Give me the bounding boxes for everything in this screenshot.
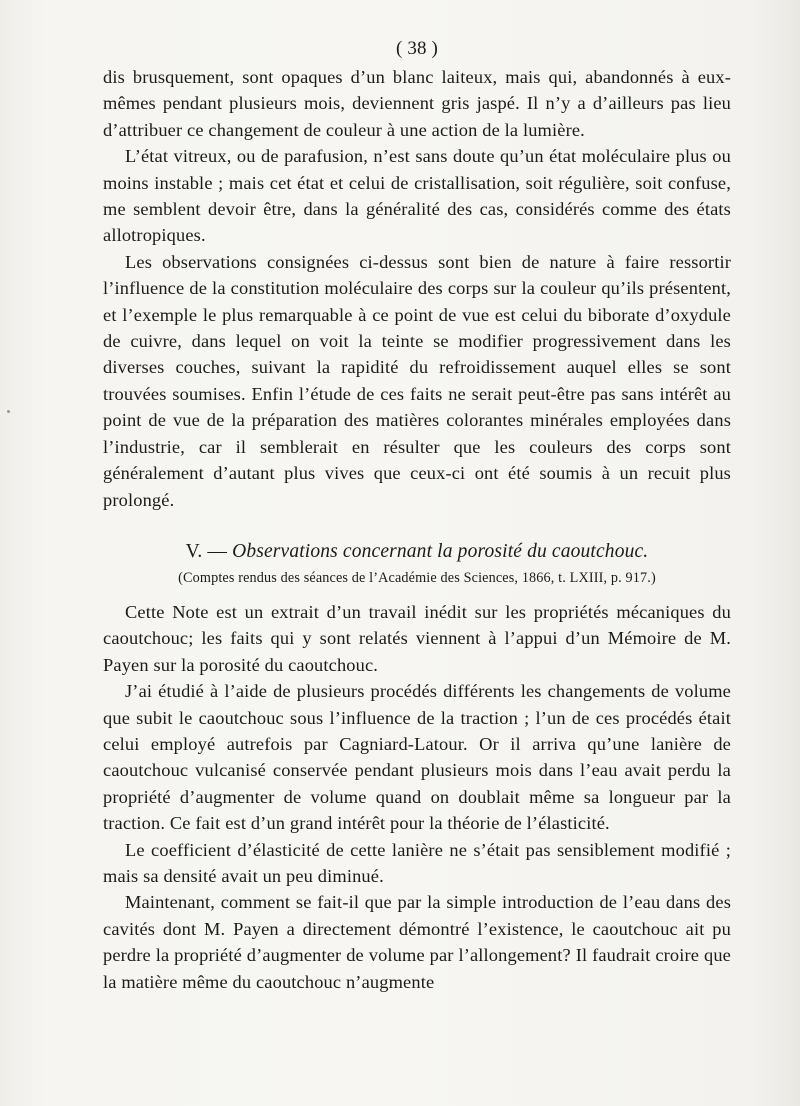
section-citation: (Comptes rendus des séances de l’Académie des Sciences, 1866, t. LXIII, p. 917.) [178,569,656,586]
paragraph: Maintenant, comment se fait-il que par la simple introduction de l’eau dans des cavités dont M. Payen a directement démontré l’existence, le caoutchouc ait pu perdre la propriété d’augmenter de volume par l’allongement? Il faudrait croire que la matière même du caoutchouc n’augmente [103,892,731,992]
paragraph: Le coefficient d’élasticité de cette lanière ne s’était pas sensiblement modifié ; mais sa densité avait un peu diminué. [103,839,731,886]
paragraph: Les observations consignées ci-dessus sont bien de nature à faire ressortir l’influence de la constitution moléculaire des corps sur la couleur qu’ils présentent, et l’exemple le plus remarquable à ce point de vue est celui du biborate d’oxydule de cuivre, dans lequel on voit la teinte se modifier progressivement dans les diverses couches, suivant la rapidité du refroidissement auquel elles se sont trouvées soumises. Enfin l’étude de ces faits ne serait peut-être pas sans intérêt au point de vue de la préparation des matières colorantes minérales employées dans l’industrie, car il semblerait en résulter que les couleurs des corps sont généralement d’autant plus vives que ceux-ci ont été soumis à un recuit plus prolongé. [103,251,731,510]
section-number: V. — [185,540,228,562]
text-column [103,38,731,995]
paragraph: J’ai étudié à l’aide de plusieurs procédés différents les changements de volume que subit le caoutchouc sous l’influence de la traction ; l’un de ces procédés était celui employé autrefois par Cagniard-Latour. Or il arriva qu’une lanière de caoutchouc vulcanisé conservée pendant plusieurs mois dans l’eau avait perdu la propriété d’augmenter de volume quand on doublait même sa longueur par la traction. Ce fait est d’un grand intérêt pour la théorie de l’élasticité. [103,681,731,834]
paragraph-continued: dis brusquement, sont opaques d’un blanc laiteux, mais qui, abandonnés à eux-mêmes pendant plusieurs mois, deviennent gris jaspé. Il n’y a d’ailleurs pas lieu d’attribuer ce changement de couleur à une action de la lumière. [103,67,731,140]
section-title: Observations concernant la porosité du caoutchouc. [232,540,649,562]
margin-speck [7,410,10,413]
page-number: ( 38 ) [395,38,439,59]
paragraph: L’état vitreux, ou de parafusion, n’est sans doute qu’un état moléculaire plus ou moins instable ; mais cet état et celui de cristallisation, soit régulière, soit confuse, me semblent devoir être, dans la généralité des cas, considérés comme des états allotropiques. [103,146,731,246]
paragraph: Cette Note est un extrait d’un travail inédit sur les propriétés mécaniques du caoutchouc; les faits qui y sont relatés viennent à l’appui d’un Mémoire de M. Payen sur la porosité du caoutchouc. [103,601,731,675]
section-heading [103,539,731,565]
